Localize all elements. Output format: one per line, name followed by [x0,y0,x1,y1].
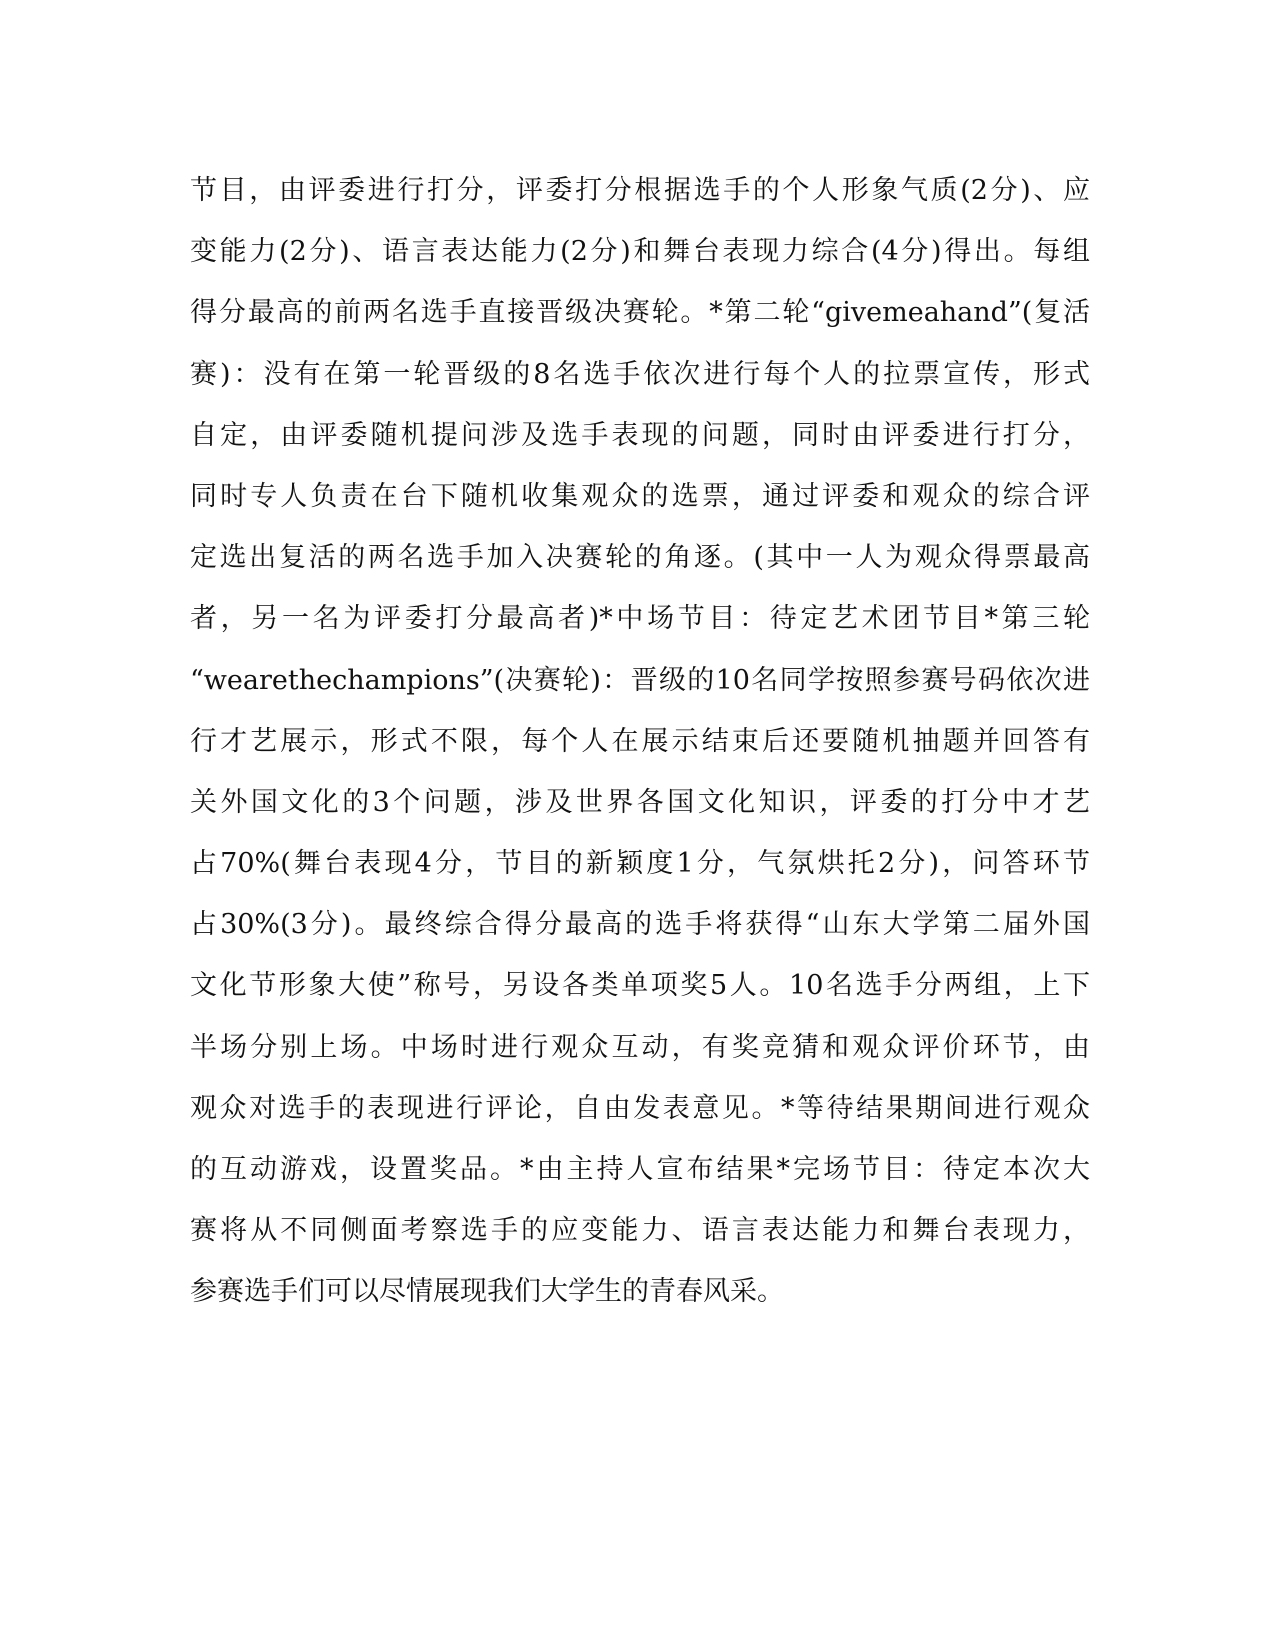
text-line: 自定，由评委随机提问涉及选手表现的问题，同时由评委进行打分， [190,419,1090,451]
text-line: 得分最高的前两名选手直接晋级决赛轮。*第二轮“givemeahand”(复活 [190,297,1090,329]
text-line: 变能力(2分)、语言表达能力(2分)和舞台表现力综合(4分)得出。每组 [190,236,1090,268]
text-line: 占70%(舞台表现4分，节目的新颖度1分，气氛烘托2分)，问答环节 [190,848,1090,880]
text-line: 观众对选手的表现进行评论，自由发表意见。*等待结果期间进行观众 [190,1092,1090,1124]
text-line: 占30%(3分)。最终综合得分最高的选手将获得“山东大学第二届外国 [190,909,1090,941]
text-line: 的互动游戏，设置奖品。*由主持人宣布结果*完场节目：待定本次大 [190,1154,1090,1185]
text-line: “wearethechampions”(决赛轮)：晋级的10名同学按照参赛号码依次进 [190,664,1090,696]
text-line: 半场分别上场。中场时进行观众互动，有奖竞猜和观众评价环节，由 [190,1031,1090,1063]
text-line: 定选出复活的两名选手加入决赛轮的角逐。(其中一人为观众得票最高 [190,542,1090,574]
text-line: 关外国文化的3个问题，涉及世界各国文化知识，评委的打分中才艺 [190,786,1090,818]
text-line: 者，另一名为评委打分最高者)*中场节目：待定艺术团节目*第三轮 [190,603,1090,635]
text-line: 行才艺展示，形式不限，每个人在展示结束后还要随机抽题并回答有 [190,725,1090,757]
text-line: 赛将从不同侧面考察选手的应变能力、语言表达能力和舞台表现力， [190,1215,1090,1247]
text-line: 参赛选手们可以尽情展现我们大学生的青春风采。 [190,1276,784,1308]
text-line: 赛)：没有在第一轮晋级的8名选手依次进行每个人的拉票宣传，形式 [190,358,1090,390]
text-line: 同时专人负责在台下随机收集观众的选票，通过评委和观众的综合评 [190,480,1090,512]
body-text [190,160,1090,1323]
text-line: 节目，由评委进行打分，评委打分根据选手的个人形象气质(2分)、应 [190,175,1090,206]
text-line: 文化节形象大使”称号，另设各类单项奖5人。10名选手分两组，上下 [190,970,1090,1002]
